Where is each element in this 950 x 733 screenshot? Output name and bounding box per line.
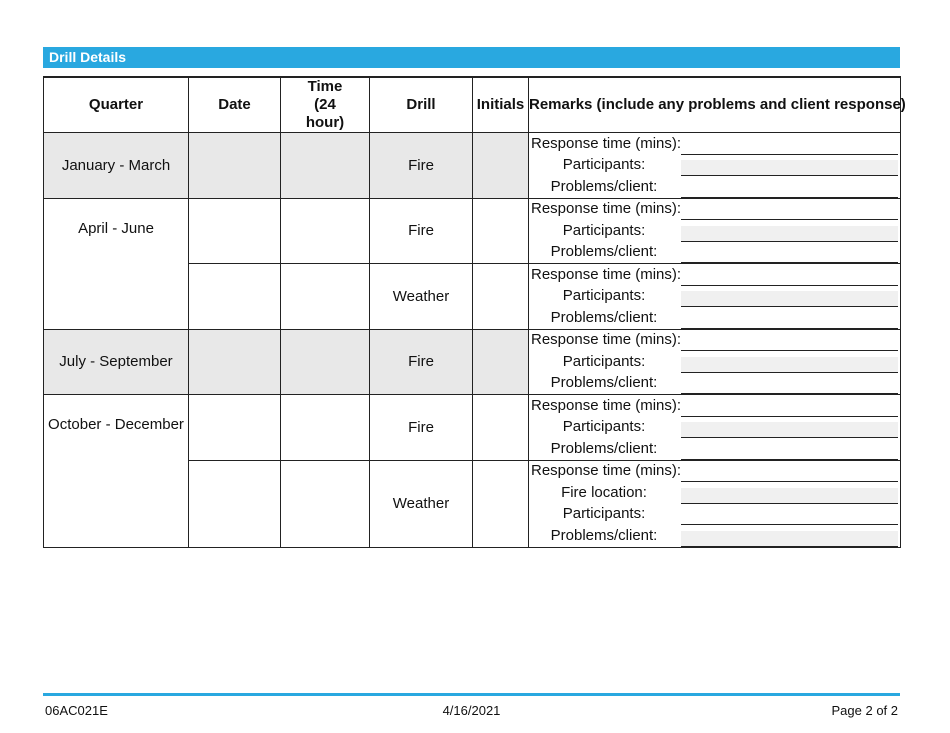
remarks-label: Participants:	[562, 418, 646, 435]
col-header-date: Date	[189, 77, 281, 133]
footer-divider	[43, 693, 900, 696]
drill-cell: Fire	[370, 395, 473, 461]
remarks-line	[529, 461, 900, 483]
col-header-quarter: Quarter	[44, 77, 189, 133]
remarks-line	[529, 307, 900, 329]
response-time-field[interactable]	[681, 204, 898, 220]
remarks-label: Participants:	[562, 156, 646, 173]
initials-cell[interactable]	[473, 198, 529, 264]
quarter-cell: October - December	[44, 395, 189, 548]
problems-field[interactable]	[681, 313, 898, 329]
participants-field[interactable]	[681, 422, 898, 438]
table-row	[44, 329, 901, 395]
response-time-field[interactable]	[681, 139, 898, 155]
time-cell[interactable]	[281, 329, 370, 395]
drill-cell: Weather	[370, 460, 473, 547]
remarks-label: Participants:	[562, 352, 646, 370]
date-cell[interactable]	[189, 198, 281, 264]
initials-cell[interactable]	[473, 395, 529, 461]
remarks-line	[529, 438, 900, 460]
remarks-line	[529, 482, 900, 504]
remarks-line	[529, 504, 900, 526]
response-time-field[interactable]	[681, 270, 898, 286]
remarks-label: Fire location:	[561, 483, 647, 501]
remarks-line	[529, 220, 900, 242]
initials-cell[interactable]	[473, 329, 529, 395]
problems-field[interactable]	[681, 531, 898, 547]
fire-location-field[interactable]	[681, 488, 898, 504]
remarks-label: Response time (mins):	[531, 265, 682, 283]
remarks-label: Response time (mins):	[531, 462, 682, 479]
remarks-cell	[529, 329, 901, 395]
col-header-drill: Drill	[370, 77, 473, 133]
col-header-initials: Initials	[473, 77, 529, 133]
remarks-cell	[529, 395, 901, 461]
remarks-line	[529, 417, 900, 439]
table-header-row	[44, 77, 901, 133]
form-code: 06AC021E	[45, 703, 108, 718]
response-time-field[interactable]	[681, 401, 898, 417]
drill-details-table	[43, 76, 906, 548]
time-cell[interactable]	[281, 133, 370, 199]
remarks-line	[529, 395, 900, 417]
table-row	[44, 133, 901, 199]
remarks-label: Problems/client:	[550, 374, 658, 391]
initials-cell[interactable]	[473, 264, 529, 330]
time-cell[interactable]	[281, 264, 370, 330]
date-cell[interactable]	[189, 329, 281, 395]
response-time-field[interactable]	[681, 335, 898, 351]
remarks-label: Participants:	[562, 505, 646, 522]
quarter-cell: January - March	[44, 133, 189, 199]
remarks-line	[529, 264, 900, 286]
page-number: Page 2 of 2	[831, 703, 898, 718]
participants-field[interactable]	[681, 160, 898, 176]
remarks-label: Response time (mins):	[531, 200, 682, 217]
time-cell[interactable]	[281, 460, 370, 547]
date-cell[interactable]	[189, 460, 281, 547]
drill-cell: Weather	[370, 264, 473, 330]
remarks-label: Problems/client:	[550, 308, 658, 326]
drill-cell: Fire	[370, 198, 473, 264]
remarks-label: Participants:	[562, 287, 646, 304]
remarks-line	[529, 155, 900, 177]
col-header-remarks: Remarks (include any problems and client response)	[529, 77, 901, 133]
remarks-label: Participants:	[562, 221, 646, 239]
date-cell[interactable]	[189, 133, 281, 199]
remarks-line	[529, 199, 900, 221]
remarks-label: Problems/client:	[550, 177, 658, 195]
problems-field[interactable]	[681, 378, 898, 394]
initials-cell[interactable]	[473, 460, 529, 547]
time-cell[interactable]	[281, 198, 370, 264]
table-row	[44, 198, 901, 264]
time-cell[interactable]	[281, 395, 370, 461]
remarks-cell	[529, 198, 901, 264]
page-footer	[43, 702, 900, 720]
participants-field[interactable]	[681, 291, 898, 307]
participants-field[interactable]	[681, 357, 898, 373]
remarks-label: Response time (mins):	[531, 396, 682, 414]
footer-date: 4/16/2021	[442, 703, 501, 718]
participants-field[interactable]	[681, 509, 898, 525]
remarks-line	[529, 286, 900, 308]
date-cell[interactable]	[189, 395, 281, 461]
remarks-label: Problems/client:	[550, 243, 658, 260]
problems-field[interactable]	[681, 444, 898, 460]
remarks-line	[529, 176, 900, 198]
quarter-cell: July - September	[44, 329, 189, 395]
drill-cell: Fire	[370, 133, 473, 199]
remarks-label: Response time (mins):	[531, 134, 682, 152]
remarks-cell	[529, 133, 901, 199]
quarter-cell: April - June	[44, 198, 189, 329]
initials-cell[interactable]	[473, 133, 529, 199]
remarks-line	[529, 330, 900, 352]
remarks-label: Response time (mins):	[531, 331, 682, 348]
response-time-field[interactable]	[681, 466, 898, 482]
problems-field[interactable]	[681, 182, 898, 198]
problems-field[interactable]	[681, 247, 898, 263]
remarks-cell	[529, 264, 901, 330]
remarks-line	[529, 525, 900, 547]
table-row	[44, 395, 901, 461]
remarks-label: Problems/client:	[550, 439, 658, 457]
drill-cell: Fire	[370, 329, 473, 395]
col-header-time: Time (24 hour)	[281, 77, 370, 133]
participants-field[interactable]	[681, 226, 898, 242]
remarks-line	[529, 133, 900, 155]
date-cell[interactable]	[189, 264, 281, 330]
remarks-cell	[529, 460, 901, 547]
remarks-line	[529, 373, 900, 395]
remarks-line	[529, 242, 900, 264]
remarks-label: Problems/client:	[550, 526, 658, 544]
section-title: Drill Details	[43, 47, 900, 68]
remarks-line	[529, 351, 900, 373]
